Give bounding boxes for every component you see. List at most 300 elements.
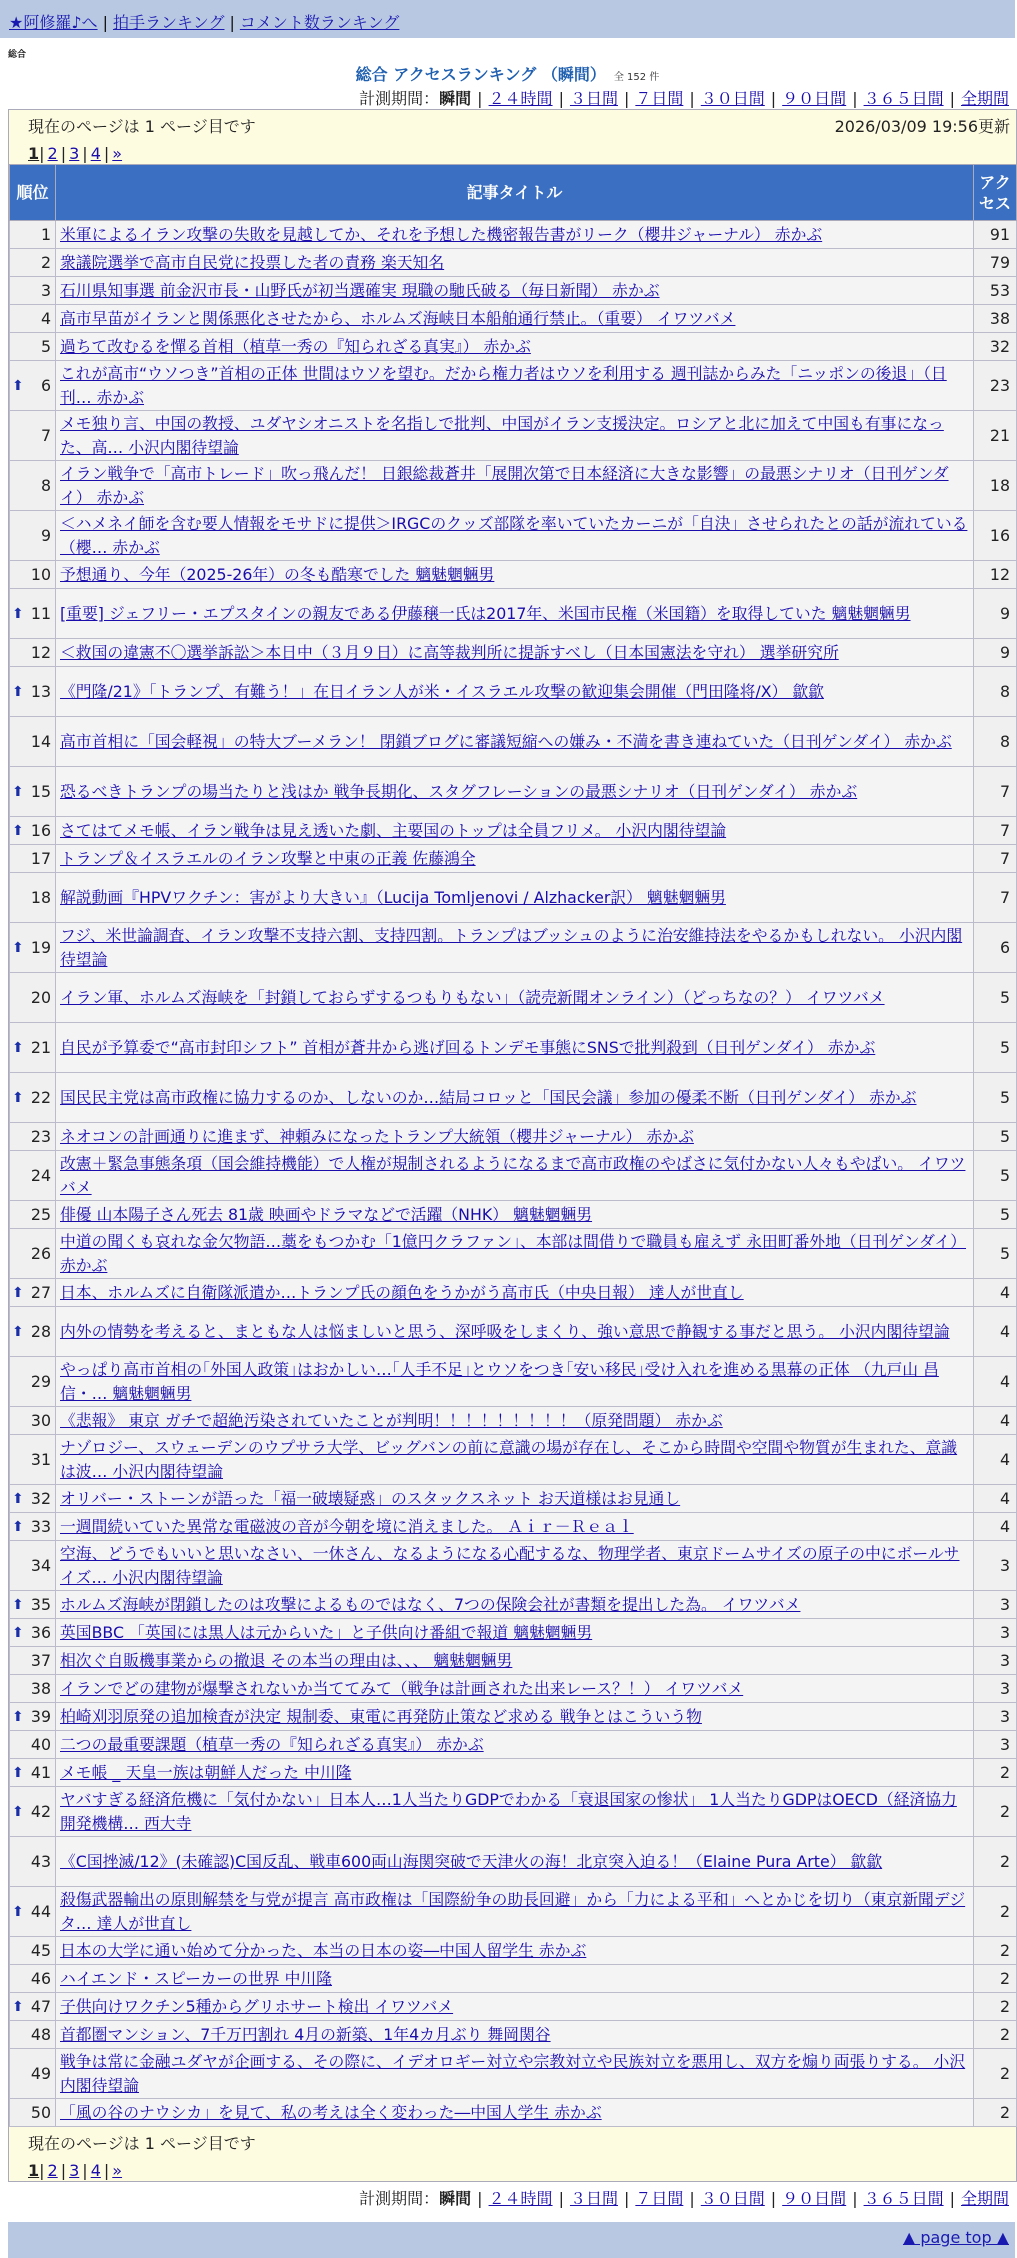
page-link-3[interactable]: 4 [90, 144, 101, 163]
article-link[interactable]: 相次ぐ自販機事業からの撤退 その本当の理由は、、、 魑魅魍魎男 [60, 1650, 513, 1670]
title-cell [56, 1357, 974, 1407]
rank-number: 42 [30, 1801, 51, 1821]
period-option-5[interactable]: ９０日間 [782, 89, 847, 108]
article-link[interactable]: イラン軍、ホルムズ海峡を「封鎖しておらずするつもりもない」（読売新聞オンライン）（どっちなの？） イワツバメ [60, 987, 885, 1007]
article-link[interactable]: 解説動画『HPVワクチン：害がより大きい』（Lucija Tomljenovi / Alzhacker訳） 魑魅魍魎男 [60, 887, 726, 907]
access-count: 7 [974, 817, 1017, 845]
rank-cell [10, 1965, 56, 1993]
article-link[interactable]: 「風の谷のナウシカ」を見て、私の考えは全く変わった―中国人学生 赤かぶ [60, 2102, 602, 2122]
ranking-table [9, 164, 1017, 2127]
table-row [10, 361, 1017, 411]
table-row [10, 1541, 1017, 1591]
article-link[interactable]: 子供向けワクチン5種からグリホサート検出 イワツバメ [60, 1996, 454, 2016]
period-option-2[interactable]: ３日間 [569, 89, 618, 108]
separator: | [623, 2189, 630, 2208]
page-link-2[interactable]: 3 [69, 2161, 80, 2180]
access-count: 18 [974, 461, 1017, 511]
item-count: 全 152 件 [613, 72, 660, 83]
access-count: 9 [974, 589, 1017, 639]
access-count: 5 [974, 1201, 1017, 1229]
rank-number: 39 [30, 1706, 51, 1726]
article-link[interactable]: 恐るべきトランプの場当たりと浅はか 戦争長期化、スタグフレーションの最悪シナリオ（日刊ゲンダイ） 赤かぶ [60, 781, 858, 801]
table-row [10, 639, 1017, 667]
rank-cell [10, 1279, 56, 1307]
title-cell [56, 1837, 974, 1887]
rank-cell [10, 511, 56, 561]
title-cell [56, 1201, 974, 1229]
rank-number: 44 [30, 1901, 51, 1921]
access-count: 2 [974, 2021, 1017, 2049]
table-row [10, 873, 1017, 923]
ranking-title [0, 62, 1015, 85]
title-cell [56, 1151, 974, 1201]
article-link[interactable]: 空海、どうでもいいと思いなさい、一休さん、なるようになる心配するな、物理学者、東京ドームサイズの原子の中にボールサイズ… 小沢内閣待望論 [60, 1543, 960, 1587]
article-link[interactable]: [重要] ジェフリー・エプスタインの親友である伊藤穣一氏は2017年、米国市民権（米国籍）を取得していた 魑魅魍魎男 [60, 603, 911, 623]
title-cell [56, 1887, 974, 1937]
access-count: 2 [974, 1837, 1017, 1887]
rank-number: 47 [30, 1996, 51, 2016]
period-option-5[interactable]: ９０日間 [782, 2189, 847, 2208]
period-option-0: 瞬間 [439, 89, 472, 108]
article-link[interactable]: 俳優 山本陽子さん死去 81歳 映画やドラマなどで活躍（NHK） 魑魅魍魎男 [60, 1204, 593, 1224]
article-link[interactable]: 改憲＋緊急事態条項（国会維持機能）で人権が規制されるようになるまで高市政権のやばさに気付かない人々もやばい。 イワツバメ [60, 1153, 966, 1197]
title-cell [56, 361, 974, 411]
period-option-1[interactable]: ２４時間 [488, 2189, 553, 2208]
rank-cell [10, 1619, 56, 1647]
article-link[interactable]: やっぱり高市首相の｢外国人政策｣はおかしい…｢人手不足｣とウソをつき｢安い移民｣受け入れを進める黒幕の正体 （九戸山 昌信・… 魑魅魍魎男 [60, 1359, 939, 1403]
table-row [10, 1619, 1017, 1647]
article-link[interactable]: イランでどの建物が爆撃されないか当ててみて（戦争は計画された出来レース？！） イワツバメ [60, 1678, 744, 1698]
page-info-text: 現在のページは 1 ページ目です [28, 117, 256, 136]
article-link[interactable]: オリバー・ストーンが語った「福一破壊疑惑」のスタックスネット お天道様はお見通し [60, 1488, 681, 1508]
title-cell [56, 973, 974, 1023]
period-label: 計測期間： [359, 2189, 440, 2208]
access-count: 2 [974, 1759, 1017, 1787]
table-row [10, 767, 1017, 817]
page-link-2[interactable]: 3 [69, 144, 80, 163]
clap-ranking-link[interactable]: 拍手ランキング [112, 13, 225, 32]
top-nav-bar [0, 0, 1015, 38]
separator: | [229, 13, 235, 32]
rank-cell [10, 1731, 56, 1759]
access-count: 3 [974, 1541, 1017, 1591]
rank-number: 37 [30, 1650, 51, 1670]
pagination-top [28, 144, 1016, 163]
rank-number: 18 [30, 887, 51, 907]
up-arrow-icon: ⬆ [12, 1518, 24, 1535]
article-link[interactable]: ハイエンド・スピーカーの世界 中川隆 [60, 1968, 332, 1988]
rank-number: 2 [40, 252, 51, 272]
rank-number: 6 [40, 375, 51, 395]
article-link[interactable]: 戦争は常に金融ユダヤが企画する、その際に、イデオロギー対立や宗教対立や民族対立を悪用し、双方を煽り両張りする。 小沢内閣待望論 [60, 2051, 966, 2095]
table-row [10, 1887, 1017, 1937]
rank-number: 26 [30, 1243, 51, 1263]
access-count: 91 [974, 221, 1017, 249]
article-link[interactable]: 高市首相に「国会軽視」の特大ブーメラン！ 閉鎖ブログに審議短縮への嫌み・不満を書き連ねていた（日刊ゲンダイ） 赤かぶ [60, 731, 952, 751]
title-cell [56, 1279, 974, 1307]
rank-cell [10, 1591, 56, 1619]
rank-cell [10, 1485, 56, 1513]
access-count: 3 [974, 1731, 1017, 1759]
article-link[interactable]: 殺傷武器輸出の原則解禁を与党が提言 高市政権は「国際紛争の助長回避」から「力による平和」へとかじを切り（東京新聞デジタ… 達人が世直し [60, 1889, 966, 1933]
rank-cell [10, 1703, 56, 1731]
rank-cell [10, 1837, 56, 1887]
title-cell [56, 1647, 974, 1675]
title-cell [56, 1937, 974, 1965]
title-cell [56, 511, 974, 561]
rank-cell [10, 1887, 56, 1937]
title-cell [56, 589, 974, 639]
separator: | [82, 2161, 88, 2180]
rank-cell [10, 1513, 56, 1541]
article-link[interactable]: 中道の聞くも哀れな金欠物語…藁をもつかむ「1億円クラファン」、本部は間借りで職員も雇えず 永田町番外地（日刊ゲンダイ） 赤かぶ [60, 1231, 967, 1275]
article-link[interactable]: 石川県知事選 前金沢市長・山野氏が初当選確実 現職の馳氏破る（毎日新聞） 赤かぶ [60, 280, 660, 300]
article-link[interactable]: イラン戦争で「高市トレード」吹っ飛んだ！ 日銀総裁蒼井「展開次第で日本経済に大きな影響」の最悪シナリオ（日刊ゲンダイ） 赤かぶ [60, 463, 949, 507]
up-arrow-icon: ⬆ [12, 1089, 24, 1106]
access-count: 4 [974, 1407, 1017, 1435]
rank-number: 28 [30, 1321, 51, 1341]
article-link[interactable]: ネオコンの計画通りに進まず、神頼みになったトランプ大統領（櫻井ジャーナル） 赤かぶ [60, 1126, 694, 1146]
table-row [10, 411, 1017, 461]
title-header: 記事タイトル [56, 165, 974, 221]
rank-number: 1 [40, 224, 51, 244]
access-count: 23 [974, 361, 1017, 411]
access-count: 4 [974, 1435, 1017, 1485]
title-cell [56, 817, 974, 845]
rank-cell [10, 667, 56, 717]
period-option-1[interactable]: ２４時間 [488, 89, 553, 108]
table-row [10, 1759, 1017, 1787]
table-row [10, 2021, 1017, 2049]
table-row [10, 2049, 1017, 2099]
table-row [10, 1993, 1017, 2021]
access-count: 38 [974, 305, 1017, 333]
up-arrow-icon: ⬆ [12, 1998, 24, 2015]
rank-cell [10, 461, 56, 511]
rank-cell [10, 1407, 56, 1435]
separator: | [39, 144, 45, 163]
title-cell [56, 1619, 974, 1647]
separator: | [103, 144, 110, 163]
period-option-3[interactable]: ７日間 [635, 89, 684, 108]
up-arrow-icon: ⬆ [12, 1490, 24, 1507]
rank-number: 32 [30, 1488, 51, 1508]
access-count: 79 [974, 249, 1017, 277]
article-link[interactable]: ＜ハメネイ師を含む要人情報をモサドに提供＞IRGCのクッズ部隊を率いていたカーニが「自決」させられたとの話が流れている（櫻… 赤かぶ [60, 513, 968, 557]
article-link[interactable]: 《悲報》 東京 ガチで超絶汚染されていたことが判明！！！！！！！！！（原発問題） 赤かぶ [60, 1410, 723, 1430]
table-row [10, 221, 1017, 249]
rank-number: 19 [30, 937, 51, 957]
access-count: 2 [974, 1965, 1017, 1993]
title-cell [56, 1073, 974, 1123]
rank-number: 5 [40, 336, 51, 356]
rank-cell [10, 923, 56, 973]
access-count: 4 [974, 1279, 1017, 1307]
page-link-1[interactable]: 2 [47, 2161, 58, 2180]
footer-bar [8, 2222, 1015, 2258]
article-link[interactable]: さてはてメモ帳、イラン戦争は見え透いた劇、主要国のトップは全員フリメ。 小沢内閣待望論 [60, 820, 727, 840]
separator: | [60, 144, 67, 163]
article-link[interactable]: メモ帳 _ 天皇一族は朝鮮人だった 中川隆 [60, 1762, 352, 1782]
title-cell [56, 873, 974, 923]
rank-number: 45 [30, 1940, 51, 1960]
period-option-4[interactable]: ３０日間 [700, 2189, 765, 2208]
comment-ranking-link[interactable]: コメント数ランキング [239, 13, 400, 32]
page-top-link[interactable]: ▲ page top ▲ [902, 2228, 1009, 2247]
rank-number: 46 [30, 1968, 51, 1988]
article-link[interactable]: ヤバすぎる経済危機に「気付かない」日本人…1人当たりGDPでわかる「衰退国家の惨状」 1人当たりGDPはOECD（経済協力開発機構… 西大寺 [60, 1789, 957, 1833]
rank-cell [10, 1675, 56, 1703]
article-link[interactable]: 柏崎刈羽原発の追加検査が決定 規制委、東電に再発防止策など求める 戦争とはこういう物 [60, 1706, 702, 1726]
table-row [10, 667, 1017, 717]
rank-number: 24 [30, 1165, 51, 1185]
article-link[interactable]: メモ独り言、中国の教授、ユダヤシオニストを名指しで批判、中国がイラン支援決定。ロシアと北に加えて中国も有事になった、高… 小沢内閣待望論 [60, 413, 944, 457]
table-row [10, 1151, 1017, 1201]
article-link[interactable]: 内外の情勢を考えると、まともな人は悩ましいと思う、深呼吸をしまくり、強い意思で静観する事だと思う。 小沢内閣待望論 [60, 1321, 950, 1341]
table-row [10, 1279, 1017, 1307]
rank-number: 11 [30, 603, 51, 623]
rank-cell [10, 1759, 56, 1787]
title-cell [56, 1435, 974, 1485]
access-count: 5 [974, 1229, 1017, 1279]
table-row [10, 1023, 1017, 1073]
rank-number: 38 [30, 1678, 51, 1698]
rank-number: 21 [30, 1037, 51, 1057]
rank-number: 34 [30, 1555, 51, 1575]
up-arrow-icon: ⬆ [12, 683, 24, 700]
article-link[interactable]: ナゾロジー、スウェーデンのウプサラ大学、ビッグバンの前に意識の場が存在し、そこから時間や空間や物質が生まれた、意識は波… 小沢内閣待望論 [60, 1437, 958, 1481]
access-count: 2 [974, 1887, 1017, 1937]
page-info-text: 現在のページは 1 ページ目です [28, 2134, 256, 2153]
separator: | [949, 2189, 955, 2208]
table-row [10, 1485, 1017, 1513]
title-cell [56, 1513, 974, 1541]
table-row [10, 1123, 1017, 1151]
separator: | [689, 2189, 695, 2208]
table-row [10, 561, 1017, 589]
access-count: 2 [974, 1787, 1017, 1837]
article-link[interactable]: 《門隆/21》「トランプ、有難う！」在日イラン人が米・イスラエル攻撃の歓迎集会開催（門田隆将/X） 歙歙 [60, 681, 824, 701]
table-row [10, 305, 1017, 333]
article-link[interactable]: 自民が予算委で“高市封印シフト” 首相が蒼井から逃げ回るトンデモ事態にSNSで批判殺到（日刊ゲンダイ） 赤かぶ [60, 1037, 876, 1057]
access-count: 2 [974, 2099, 1017, 2127]
rank-cell [10, 817, 56, 845]
article-link[interactable]: 予想通り、今年（2025-26年）の冬も酷寒でした 魑魅魍魎男 [60, 564, 495, 584]
article-link[interactable]: 《C国挫滅/12》(未確認)C国反乱、戦車600両山海関突破で天津火の海！北京突入迫る！（Elaine Pura Arte） 歙歙 [60, 1851, 883, 1871]
rank-number: 30 [30, 1410, 51, 1430]
table-row [10, 1513, 1017, 1541]
rank-cell [10, 1307, 56, 1357]
title-cell [56, 923, 974, 973]
table-row [10, 817, 1017, 845]
period-option-3[interactable]: ７日間 [635, 2189, 684, 2208]
up-arrow-icon: ⬆ [12, 1284, 24, 1301]
title-cell [56, 1993, 974, 2021]
access-count: 16 [974, 511, 1017, 561]
rank-number: 23 [30, 1126, 51, 1146]
rank-cell [10, 361, 56, 411]
rank-number: 14 [30, 731, 51, 751]
period-option-2[interactable]: ３日間 [569, 2189, 618, 2208]
access-count: 4 [974, 1307, 1017, 1357]
table-row [10, 717, 1017, 767]
table-row [10, 1591, 1017, 1619]
access-count: 3 [974, 1703, 1017, 1731]
period-selector-top [359, 86, 1009, 109]
title-cell [56, 221, 974, 249]
page-link-4[interactable]: » [112, 144, 123, 163]
article-link[interactable]: 一週間続いていた異常な電磁波の音が今朝を境に消えました。 Ａｉｒ－Ｒｅａｌ [60, 1516, 634, 1536]
page-link-4[interactable]: » [112, 2161, 123, 2180]
period-option-4[interactable]: ３０日間 [700, 89, 765, 108]
rank-cell [10, 2099, 56, 2127]
title-cell [56, 1787, 974, 1837]
title-cell [56, 1407, 974, 1435]
access-count: 7 [974, 767, 1017, 817]
separator: | [852, 89, 858, 108]
article-link[interactable]: 首都圏マンション、7千万円割れ 4月の新築、1年4カ月ぶり 舞岡関谷 [60, 2024, 551, 2044]
rank-number: 31 [30, 1449, 51, 1469]
separator: | [477, 2189, 483, 2208]
page-info-bottom [9, 2127, 1016, 2181]
rank-number: 16 [30, 820, 51, 840]
article-link[interactable]: これが高市“ウソつき”首相の正体 世間はウソを望む。だから権力者はウソを利用する 週刊誌からみた「ニッポンの後退」（日刊… 赤かぶ [60, 363, 947, 407]
title-cell [56, 1123, 974, 1151]
rank-number: 8 [40, 475, 51, 495]
period-option-6[interactable]: ３６５日間 [863, 89, 944, 108]
access-count: 5 [974, 1023, 1017, 1073]
page-link-3[interactable]: 4 [90, 2161, 101, 2180]
article-link[interactable]: 衆議院選挙で高市自民党に投票した者の責務 楽天知名 [60, 252, 445, 272]
separator: | [689, 89, 695, 108]
access-header: アクセス [974, 165, 1017, 221]
page-link-1[interactable]: 2 [47, 144, 58, 163]
access-count: 3 [974, 1591, 1017, 1619]
table-row [10, 511, 1017, 561]
rank-cell [10, 2021, 56, 2049]
article-link[interactable]: ホルムズ海峡が閉鎖したのは攻撃によるものではなく、7つの保険会社が書類を提出した為。 イワツバメ [60, 1594, 801, 1614]
up-arrow-icon: ⬆ [12, 783, 24, 800]
rank-cell [10, 845, 56, 873]
up-arrow-icon: ⬆ [12, 1764, 24, 1781]
rank-number: 22 [30, 1087, 51, 1107]
access-count: 3 [974, 1675, 1017, 1703]
separator: | [623, 89, 630, 108]
separator: | [558, 89, 564, 108]
rank-cell [10, 411, 56, 461]
rank-cell [10, 1937, 56, 1965]
rank-number: 4 [40, 308, 51, 328]
rank-number: 15 [30, 781, 51, 801]
table-row [10, 1731, 1017, 1759]
article-link[interactable]: トランプ＆イスラエルのイラン攻撃と中東の正義 佐藤鴻全 [60, 848, 476, 868]
table-row [10, 1357, 1017, 1407]
title-cell [56, 845, 974, 873]
article-link[interactable]: 英国BBC 「英国には黒人は元からいた」と子供向け番組で報道 魑魅魍魎男 [60, 1622, 593, 1642]
category-label: 総合 [8, 50, 27, 60]
up-arrow-icon: ⬆ [12, 1039, 24, 1056]
title-cell [56, 249, 974, 277]
title-cell [56, 1731, 974, 1759]
article-link[interactable]: 日本、ホルムズに自衛隊派遣か…トランプ氏の顔色をうかがう高市氏（中央日報） 達人が世直し [60, 1282, 744, 1302]
rank-number: 35 [30, 1594, 51, 1614]
article-link[interactable]: 国民民主党は高市政権に協力するのか、しないのか…結局コロッと「国民会議」参加の優柔不断（日刊ゲンダイ） 赤かぶ [60, 1087, 917, 1107]
table-row [10, 1435, 1017, 1485]
rank-cell [10, 1787, 56, 1837]
article-link[interactable]: 二つの最重要課題（植草一秀の『知られざる真実』） 赤かぶ [60, 1734, 484, 1754]
rank-cell [10, 973, 56, 1023]
access-count: 4 [974, 1513, 1017, 1541]
article-link[interactable]: 過ちて改むるを憚る首相（植草一秀の『知られざる真実』） 赤かぶ [60, 336, 531, 356]
separator: | [103, 2161, 110, 2180]
access-count: 4 [974, 1485, 1017, 1513]
home-link[interactable]: ★阿修羅♪へ [9, 13, 98, 32]
article-link[interactable]: 米軍によるイラン攻撃の失敗を見越してか、それを予想した機密報告書がリーク（櫻井ジャーナル） 赤かぶ [60, 224, 823, 244]
title-cell [56, 1703, 974, 1731]
page-title: 総合 アクセスランキング （瞬間） [355, 65, 606, 84]
table-row [10, 1965, 1017, 1993]
title-cell [56, 1485, 974, 1513]
access-count: 3 [974, 1647, 1017, 1675]
access-count: 8 [974, 717, 1017, 767]
title-cell [56, 1229, 974, 1279]
rank-number: 48 [30, 2024, 51, 2044]
rank-number: 36 [30, 1622, 51, 1642]
period-option-7[interactable]: 全期間 [960, 89, 1009, 108]
page-link-0: 1 [28, 2161, 40, 2180]
access-count: 5 [974, 1073, 1017, 1123]
table-row [10, 1675, 1017, 1703]
separator: | [558, 2189, 564, 2208]
title-cell [56, 333, 974, 361]
rank-cell [10, 1435, 56, 1485]
table-row [10, 1647, 1017, 1675]
article-link[interactable]: 高市早苗がイランと関係悪化させたから、ホルムズ海峡日本船舶通行禁止。（重要） イワツバメ [60, 308, 736, 328]
period-option-6[interactable]: ３６５日間 [863, 2189, 944, 2208]
title-cell [56, 767, 974, 817]
title-cell [56, 2049, 974, 2099]
rank-cell [10, 1229, 56, 1279]
period-option-7[interactable]: 全期間 [960, 2189, 1009, 2208]
article-link[interactable]: 日本の大学に通い始めて分かった、本当の日本の姿―中国人留学生 赤かぶ [60, 1940, 587, 1960]
rank-cell [10, 1541, 56, 1591]
separator: | [60, 2161, 67, 2180]
separator: | [82, 144, 88, 163]
title-cell [56, 1307, 974, 1357]
rank-cell [10, 1123, 56, 1151]
title-cell [56, 1759, 974, 1787]
article-link[interactable]: フジ、米世論調査、イラン攻撃不支持六割、支持四割。トランプはブッシュのように治安維持法をやるかもしれない。 小沢内閣待望論 [60, 925, 963, 969]
table-row [10, 1787, 1017, 1837]
rank-number: 13 [30, 681, 51, 701]
rank-number: 43 [30, 1851, 51, 1871]
table-row [10, 333, 1017, 361]
table-row [10, 1229, 1017, 1279]
access-count: 53 [974, 277, 1017, 305]
rank-cell [10, 589, 56, 639]
rank-cell [10, 1647, 56, 1675]
pagination-bottom [28, 2161, 1016, 2180]
table-row [10, 923, 1017, 973]
title-cell [56, 667, 974, 717]
article-link[interactable]: ＜救国の違憲不〇選挙訴訟＞本日中（３月９日）に高等裁判所に提訴すべし（日本国憲法を守れ） 選挙研究所 [60, 642, 839, 662]
separator: | [770, 2189, 777, 2208]
rank-number: 50 [30, 2102, 51, 2122]
access-count: 4 [974, 1357, 1017, 1407]
rank-cell [10, 1023, 56, 1073]
rank-cell [10, 305, 56, 333]
rank-number: 12 [30, 642, 51, 662]
